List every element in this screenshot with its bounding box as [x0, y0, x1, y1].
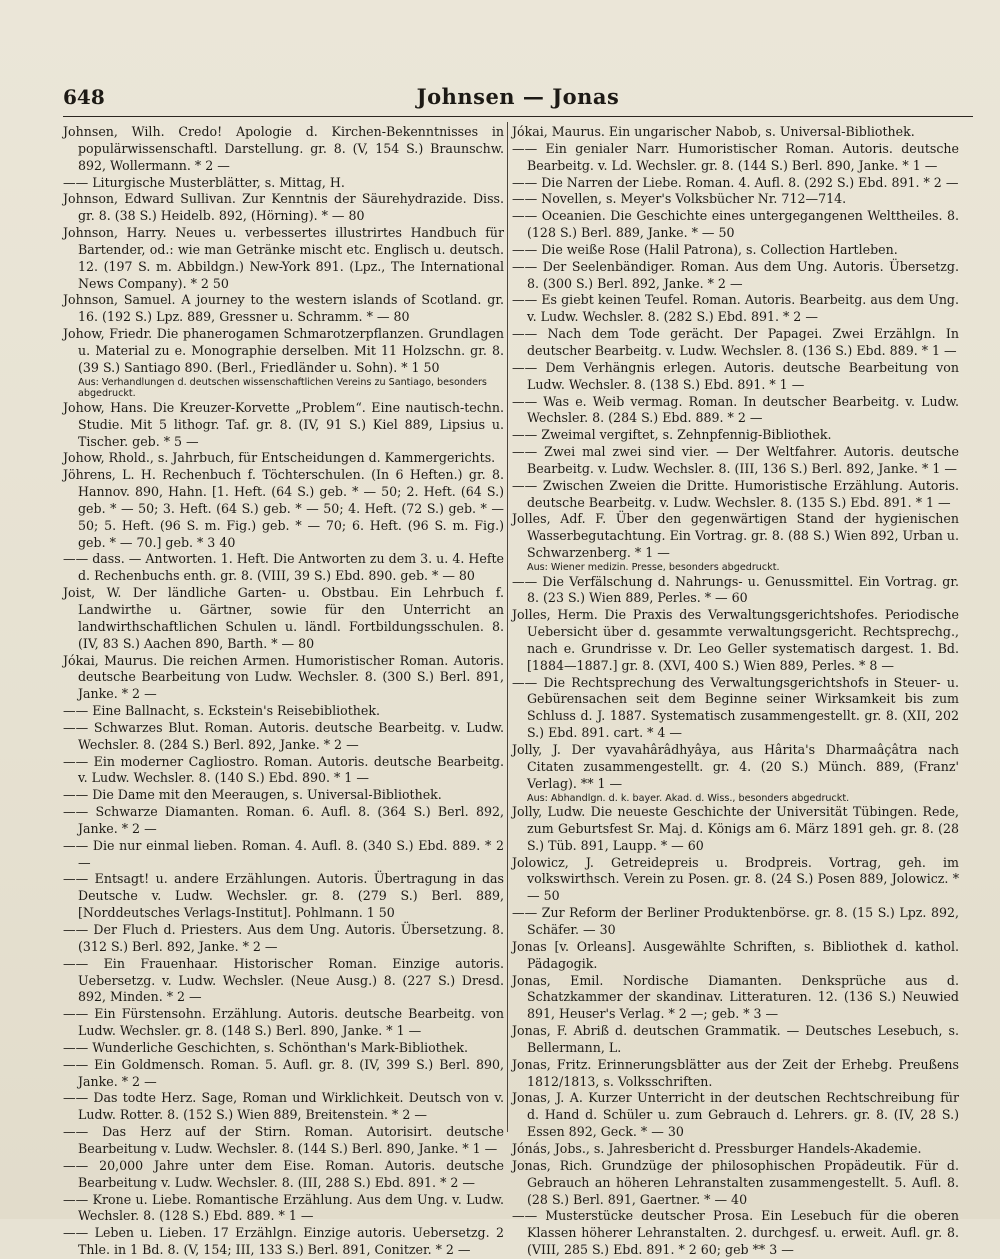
bibliography-entry: —— Eine Ballnacht, s. Eckstein's Reisebibliothek.	[63, 703, 380, 719]
bibliography-entry: Jonas, Rich. Grundzüge der philosophischen Propädeutik. Für d. Gebrauch an höheren Lehranstalten zusammengestellt. 5. Aufl. 8. (28 S.) Berl. 891, Gaertner. * — 40	[512, 1157, 959, 1207]
bibliography-entry: —— 20,000 Jahre unter dem Eise. Roman. Autoris. deutsche Bearbeitung v. Ludw. Wechsler. 8. (III, 288 S.) Ebd. 891. * 2 —	[63, 1157, 504, 1190]
bibliography-entry: Jöhrens, L. H. Rechenbuch f. Töchterschulen. (In 6 Heften.) gr. 8. Hannov. 890, Hahn. [1. Heft. (64 S.) geb. * — 50; 2. Heft. (64 S.) geb. * — 50; 3. Heft. (64 S.) geb. * — 50; 4. Heft. (72 S.) geb. * — 50; 5. Heft. (96 S. m. Fig.) geb. * — 70; 6. Heft. (96 S. m. Fig.) geb. * — 70.] geb. * 3 40	[63, 467, 504, 550]
bibliography-entry: —— Zweimal vergiftet, s. Zehnpfennig-Bibliothek.	[512, 427, 832, 443]
bibliography-entry: Johnson, Samuel. A journey to the western islands of Scotland. gr. 16. (192 S.) Lpz. 889, Gressner u. Schramm. * — 80	[63, 292, 504, 325]
bibliography-entry: Jonas [v. Orleans]. Ausgewählte Schriften, s. Bibliothek d. kathol. Pädagogik.	[512, 938, 959, 971]
bibliography-entry: —— Zwischen Zweien die Dritte. Humoristische Erzählung. Autoris. deutsche Bearbeitg. v. Ludw. Wechsler. 8. (135 S.) Ebd. 891. * 1 —	[512, 477, 959, 510]
right-column	[512, 124, 959, 1258]
bibliography-entry: —— Ein Frauenhaar. Historischer Roman. Einzige autoris. Uebersetzg. v. Ludw. Wechsler. (Neue Ausg.) 8. (227 S.) Dresd. 892, Minden. * 2 —	[63, 955, 504, 1005]
bibliography-entry: —— Die nur einmal lieben. Roman. 4. Aufl. 8. (340 S.) Ebd. 889. * 2 —	[63, 837, 504, 870]
bibliography-entry: —— Die Rechtsprechung des Verwaltungsgerichtshofs in Steuer- u. Gebürensachen seit dem Beginne seiner Wirksamkeit bis zum Schluss d. J. 1887. Systematisch zusammengestellt. gr. 8. (XII, 202 S.) Ebd. 891. cart. * 4 —	[512, 674, 959, 741]
bibliography-entry: Jónás, Jobs., s. Jahresbericht d. Pressburger Handels-Akademie.	[512, 1140, 922, 1156]
bibliography-entry: Johow, Hans. Die Kreuzer-Korvette „Problem“. Eine nautisch-techn. Studie. Mit 5 lithogr. Taf. gr. 8. (IV, 91 S.) Kiel 889, Lipsius u. Tischer. geb. * 5 —	[63, 399, 504, 449]
bibliography-entry: —— Es giebt keinen Teufel. Roman. Autoris. Bearbeitg. aus dem Ung. v. Ludw. Wechsler. 8. (282 S.) Ebd. 891. * 2 —	[512, 292, 959, 325]
bibliography-entry: Jonas, F. Abriß d. deutschen Grammatik. — Deutsches Lesebuch, s. Bellermann, L.	[512, 1023, 959, 1055]
bibliography-entry: Joist, W. Der ländliche Garten- u. Obstbau. Ein Lehrbuch f. Landwirthe u. Gärtner, sowie für den Unterricht an landwirthschaftlichen Schulen u. ländl. Fortbildungsschulen. 8. (IV, 83 S.) Aachen 890, Barth. * — 80	[63, 585, 504, 651]
page-header	[63, 82, 973, 118]
header-rule	[63, 116, 973, 117]
running-head: Johnsen — Jonas	[416, 84, 620, 109]
bibliography-entry: Johnsen, Wilh. Credo! Apologie d. Kirchen-Bekenntnisses in populärwissenschaftl. Darstellung. gr. 8. (V, 154 S.) Braunschw. 892, Wollermann. * 2 —	[63, 124, 504, 173]
bibliography-entry: —— Die Dame mit den Meeraugen, s. Universal-Bibliothek.	[63, 787, 442, 803]
bibliography-entry: —— Nach dem Tode gerächt. Der Papagei. Zwei Erzählgn. In deutscher Bearbeitg. v. Ludw. Wechsler. 8. (136 S.) Ebd. 889. * 1 —	[512, 326, 959, 358]
bibliography-entry: —— Ein Goldmensch. Roman. 5. Aufl. gr. 8. (IV, 399 S.) Berl. 890, Janke. * 2 —	[63, 1056, 504, 1089]
bibliography-entry: —— Der Seelenbändiger. Roman. Aus dem Ung. Autoris. Übersetzg. 8. (300 S.) Berl. 892, Janke. * 2 —	[512, 258, 959, 291]
bibliography-entry: —— dass. — Antworten. 1. Heft. Die Antworten zu dem 3. u. 4. Hefte d. Rechenbuchs enth. gr. 8. (VIII, 39 S.) Ebd. 890. geb. * — 80	[63, 551, 504, 584]
bibliography-entry: —— Das todte Herz. Sage, Roman und Wirklichkeit. Deutsch von v. Ludw. Rotter. 8. (152 S.) Wien 889, Breitenstein. * 2 —	[63, 1090, 504, 1123]
bibliography-entry: —— Ein Fürstensohn. Erzählung. Autoris. deutsche Bearbeitg. von Ludw. Wechsler. gr. 8. (148 S.) Berl. 890, Janke. * 1 —	[63, 1006, 504, 1039]
bibliography-entry: —— Krone u. Liebe. Romantische Erzählung. Aus dem Ung. v. Ludw. Wechsler. 8. (128 S.) Ebd. 889. * 1 —	[63, 1191, 504, 1224]
source-note: Aus: Verhandlungen d. deutschen wissenschaftlichen Vereins zu Santiago, besonders abgedruckt.	[78, 376, 487, 400]
bibliography-entry: —— Der Fluch d. Priesters. Aus dem Ung. Autoris. Übersetzung. 8. (312 S.) Berl. 892, Janke. * 2 —	[63, 922, 504, 954]
bibliography-entry: Jolowicz, J. Getreidepreis u. Brodpreis. Vortrag, geh. im volkswirthsch. Verein zu Posen. gr. 8. (24 S.) Posen 889, Jolowicz. * — 50	[512, 854, 959, 904]
bibliography-entry: —— Wunderliche Geschichten, s. Schönthan's Mark-Bibliothek.	[63, 1039, 469, 1055]
bibliography-entry: —— Das Herz auf der Stirn. Roman. Autorisirt. deutsche Bearbeitung v. Ludw. Wechsler. 8. (144 S.) Berl. 890, Janke. * 1 —	[63, 1124, 504, 1156]
column-divider	[507, 122, 508, 1132]
bibliography-entry: —— Ein genialer Narr. Humoristischer Roman. Autoris. deutsche Bearbeitg. v. Ld. Wechsler. gr. 8. (144 S.) Berl. 890, Janke. * 1 —	[512, 140, 959, 173]
bibliography-entry: —— Schwarze Diamanten. Roman. 6. Aufl. 8. (364 S.) Berl. 892, Janke. * 2 —	[63, 804, 504, 836]
bibliography-entry: —— Schwarzes Blut. Roman. Autoris. deutsche Bearbeitg. v. Ludw. Wechsler. 8. (284 S.) Berl. 892, Janke. * 2 —	[63, 719, 504, 752]
bibliography-entry: Jonas, Fritz. Erinnerungsblätter aus der Zeit der Erhebg. Preußens 1812/1813, s. Volksschriften.	[512, 1056, 959, 1089]
bibliography-entry: —— Novellen, s. Meyer's Volksbücher Nr. 712—714.	[512, 191, 847, 207]
bibliography-entry: Jonas, Emil. Nordische Diamanten. Denksprüche aus d. Schatzkammer der skandinav. Litteraturen. 12. (136 S.) Neuwied 891, Heuser's Verlag. * 2 —; geb. * 3 —	[512, 972, 959, 1022]
bibliography-entry: Johnson, Edward Sullivan. Zur Kenntnis der Säurehydrazide. Diss. gr. 8. (38 S.) Heidelb. 892, (Hörning). * — 80	[63, 191, 504, 224]
bibliography-entry: Jókai, Maurus. Die reichen Armen. Humoristischer Roman. Autoris. deutsche Bearbeitung von Ludw. Wechsler. 8. (300 S.) Berl. 891, Janke. * 2 —	[63, 652, 504, 702]
bibliography-entry: —— Entsagt! u. andere Erzählungen. Autoris. Übertragung in das Deutsche v. Ludw. Wechsler. gr. 8. (279 S.) Berl. 889, [Norddeutsches Verlags-Institut]. Pohlmann. 1 50	[63, 871, 504, 921]
bibliography-entry: Jonas, J. A. Kurzer Unterricht in der deutschen Rechtschreibung für d. Hand d. Schüler u. zum Gebrauch d. Lehrers. gr. 8. (IV, 28 S.) Essen 892, Geck. * — 30	[512, 1090, 959, 1140]
bibliography-entry: —— Oceanien. Die Geschichte eines untergegangenen Welttheiles. 8. (128 S.) Berl. 889, Janke. * — 50	[512, 208, 959, 241]
bibliography-entry: Johnson, Harry. Neues u. verbessertes illustrirtes Handbuch für Bartender, od.: wie man Getränke mischt etc. Englisch u. deutsch. 12. (197 S. m. Abbildgn.) New-York 891. (Lpz., The International News Company). * 2 50	[63, 225, 504, 291]
bibliography-entry: Jolly, Ludw. Die neueste Geschichte der Universität Tübingen. Rede, zum Geburtsfest Sr. Maj. d. Königs am 6. März 1891 geh. gr. 8. (28 S.) Tüb. 891, Laupp. * — 60	[512, 804, 959, 853]
source-note: Aus: Abhandlgn. d. k. bayer. Akad. d. Wiss., besonders abgedruckt.	[527, 792, 850, 804]
bibliography-entry: Jolles, Herm. Die Praxis des Verwaltungsgerichtshofes. Periodische Uebersicht über d. gesammte verwaltungsgericht. Rechtsprechg., nach e. Grundrisse v. Dr. Leo Geller systematisch dargest. 1. Bd. [1884—1887.] gr. 8. (XVI, 400 S.) Wien 889, Perles. * 8 —	[512, 607, 959, 673]
bibliography-entry: Johow, Rhold., s. Jahrbuch, für Entscheidungen d. Kammergerichts.	[63, 450, 496, 466]
bibliography-entry: —— Liturgische Musterblätter, s. Mittag, H.	[63, 174, 345, 190]
source-note: Aus: Wiener medizin. Presse, besonders abgedruckt.	[527, 561, 780, 573]
bibliography-entry: —— Die Narren der Liebe. Roman. 4. Aufl. 8. (292 S.) Ebd. 891. * 2 —	[512, 174, 959, 190]
page-number: 648	[63, 85, 105, 109]
bibliography-entry: —— Dem Verhängnis erlegen. Autoris. deutsche Bearbeitung von Ludw. Wechsler. 8. (138 S.) Ebd. 891. * 1 —	[512, 359, 959, 392]
bibliography-entry: —— Was e. Weib vermag. Roman. In deutscher Bearbeitg. v. Ludw. Wechsler. 8. (284 S.) Ebd. 889. * 2 —	[512, 393, 959, 426]
bibliography-entry: —— Musterstücke deutscher Prosa. Ein Lesebuch für die oberen Klassen höherer Lehranstalten. 2. durchgesf. u. erweit. Aufl. gr. 8. (VIII, 285 S.) Ebd. 891. * 2 60; geb ** 3 —	[512, 1208, 959, 1258]
bibliography-entry: Jolles, Adf. F. Über den gegenwärtigen Stand der hygienischen Wasserbegutachtung. Ein Vortrag. gr. 8. (88 S.) Wien 892, Urban u. Schwarzenberg. * 1 —	[512, 511, 959, 561]
bibliography-entry: —— Die Verfälschung d. Nahrungs- u. Genussmittel. Ein Vortrag. gr. 8. (23 S.) Wien 889, Perles. * — 60	[512, 573, 959, 606]
bibliography-entry: —— Zwei mal zwei sind vier. — Der Weltfahrer. Autoris. deutsche Bearbeitg. v. Ludw. Wechsler. 8. (III, 136 S.) Berl. 892, Janke. * 1 —	[512, 444, 959, 476]
bibliography-entry: Jókai, Maurus. Ein ungarischer Nabob, s. Universal-Bibliothek.	[512, 124, 915, 139]
bibliography-entry: Jolly, J. Der vyavahârâdhyâya, aus Hârita's Dharmaâçâtra nach Citaten zusammengestellt. gr. 4. (20 S.) Münch. 889, (Franz' Verlag). ** 1 —	[512, 741, 959, 791]
bibliography-entry: —— Zur Reform der Berliner Produktenbörse. gr. 8. (15 S.) Lpz. 892, Schäfer. — 30	[512, 905, 959, 937]
bibliography-entry: Johow, Friedr. Die phanerogamen Schmarotzerpflanzen. Grundlagen u. Material zu e. Monographie derselben. Mit 11 Holzschn. gr. 8. (39 S.) Santiago 890. (Berl., Friedländer u. Sohn). * 1 50	[63, 326, 504, 375]
left-column	[63, 124, 504, 1258]
bibliography-entry: —— Leben u. Lieben. 17 Erzählgn. Einzige autoris. Uebersetzg. 2 Thle. in 1 Bd. 8. (V, 154; III, 133 S.) Berl. 891, Conitzer. * 2 —	[63, 1225, 504, 1258]
bibliography-entry: —— Die weiße Rose (Halil Patrona), s. Collection Hartleben.	[512, 241, 898, 257]
bibliography-entry: —— Ein moderner Cagliostro. Roman. Autoris. deutsche Bearbeitg. v. Ludw. Wechsler. 8. (140 S.) Ebd. 890. * 1 —	[63, 753, 504, 786]
